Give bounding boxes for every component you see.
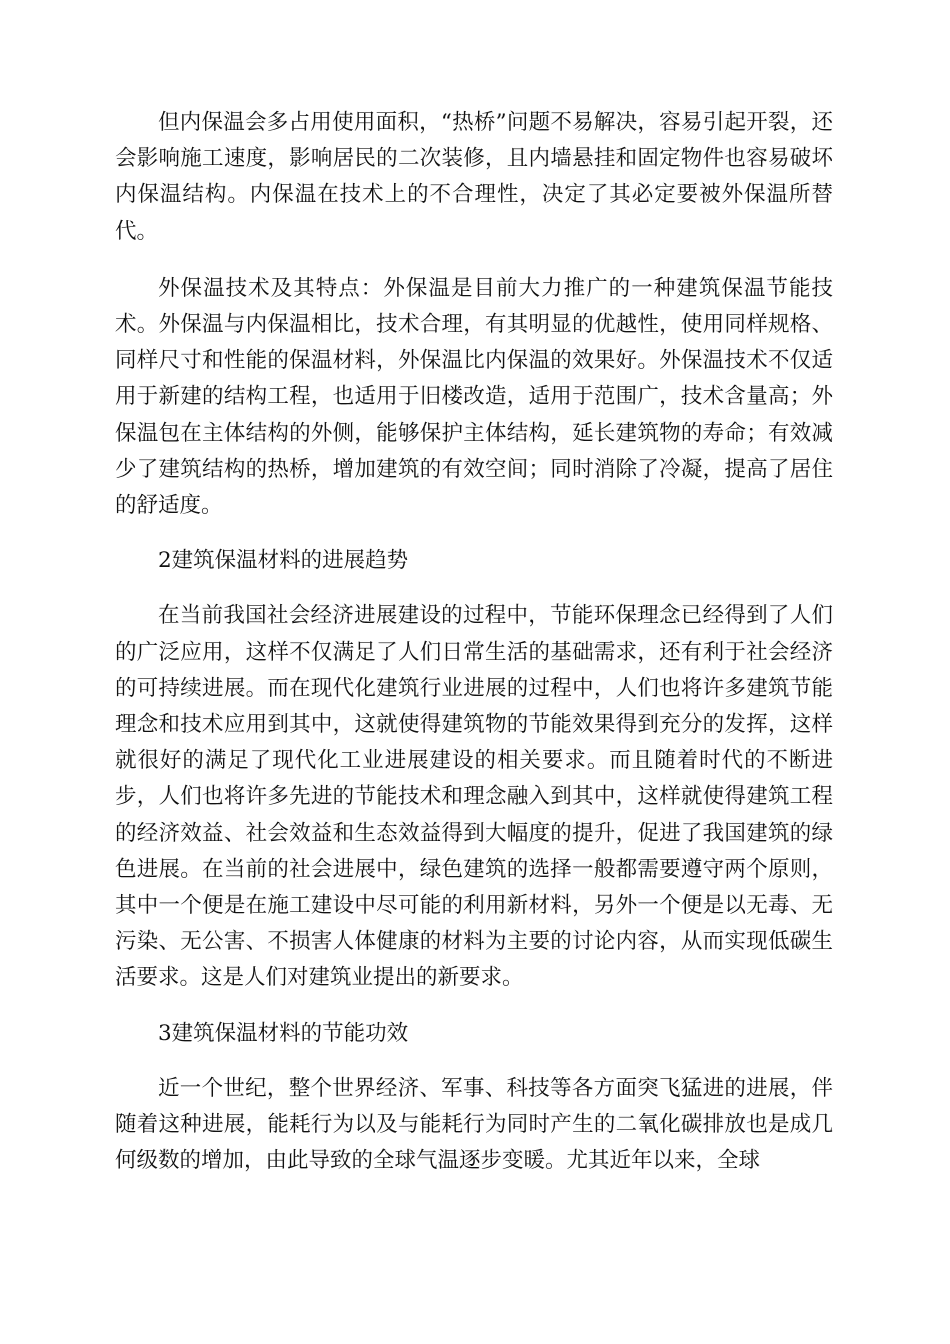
paragraph-outer-insulation-features: 外保温技术及其特点：外保温是目前大力推广的一种建筑保温节能技术。外保温与内保温相比，技术合理，有其明显的优越性，使用同样规格、同样尺寸和性能的保温材料，外保温比内保温的效果好。外保温技术不仅适用于新建的结构工程，也适用于旧楼改造，适用于范围广，技术含量高；外保温包在主体结构的外侧，能够保护主体结构，延长建筑物的寿命；有效减少了建筑结构的热桥，增加建筑的有效空间；同时消除了冷凝，提高了居住的舒适度。 — [115, 275, 833, 519]
document-body — [115, 105, 833, 1179]
section-heading-2: 2建筑保温材料的进展趋势 — [158, 548, 409, 574]
paragraph-inner-insulation-drawbacks: 但内保温会多占用使用面积，“热桥”问题不易解决，容易引起开裂，还会影响施工速度，影响居民的二次装修，且内墙悬挂和固定物件也容易破坏内保温结构。内保温在技术上的不合理性，决定了其必定要被外保温所替代。 — [115, 110, 833, 244]
section-heading-3: 3建筑保温材料的节能功效 — [158, 1020, 409, 1046]
paragraph-development-trend: 在当前我国社会经济进展建设的过程中，节能环保理念已经得到了人们的广泛应用，这样不仅满足了人们日常生活的基础需求，还有利于社会经济的可持续进展。而在现代化建筑行业进展的过程中，人们也将许多建筑节能理念和技术应用到其中，这就使得建筑物的节能效果得到充分的发挥，这样就很好的满足了现代化工业进展建设的相关要求。而且随着时代的不断进步，人们也将许多先进的节能技术和理念融入到其中，这样就使得建筑工程的经济效益、社会效益和生态效益得到大幅度的提升，促进了我国建筑的绿色进展。在当前的社会进展中，绿色建筑的选择一般都需要遵守两个原则，其中一个便是在施工建设中尽可能的利用新材料，另外一个便是以无毒、无污染、无公害、不损害人体健康的材料为主要的讨论内容，从而实现低碳生活要求。这是人们对建筑业提出的新要求。 — [115, 603, 833, 991]
paragraph-energy-efficiency: 近一个世纪，整个世界经济、军事、科技等各方面突飞猛进的进展，伴随着这种进展，能耗行为以及与能耗行为同时产生的二氧化碳排放也是成几何级数的增加，由此导致的全球气温逐步变暖。尤其近年以来，全球 — [115, 1075, 833, 1174]
